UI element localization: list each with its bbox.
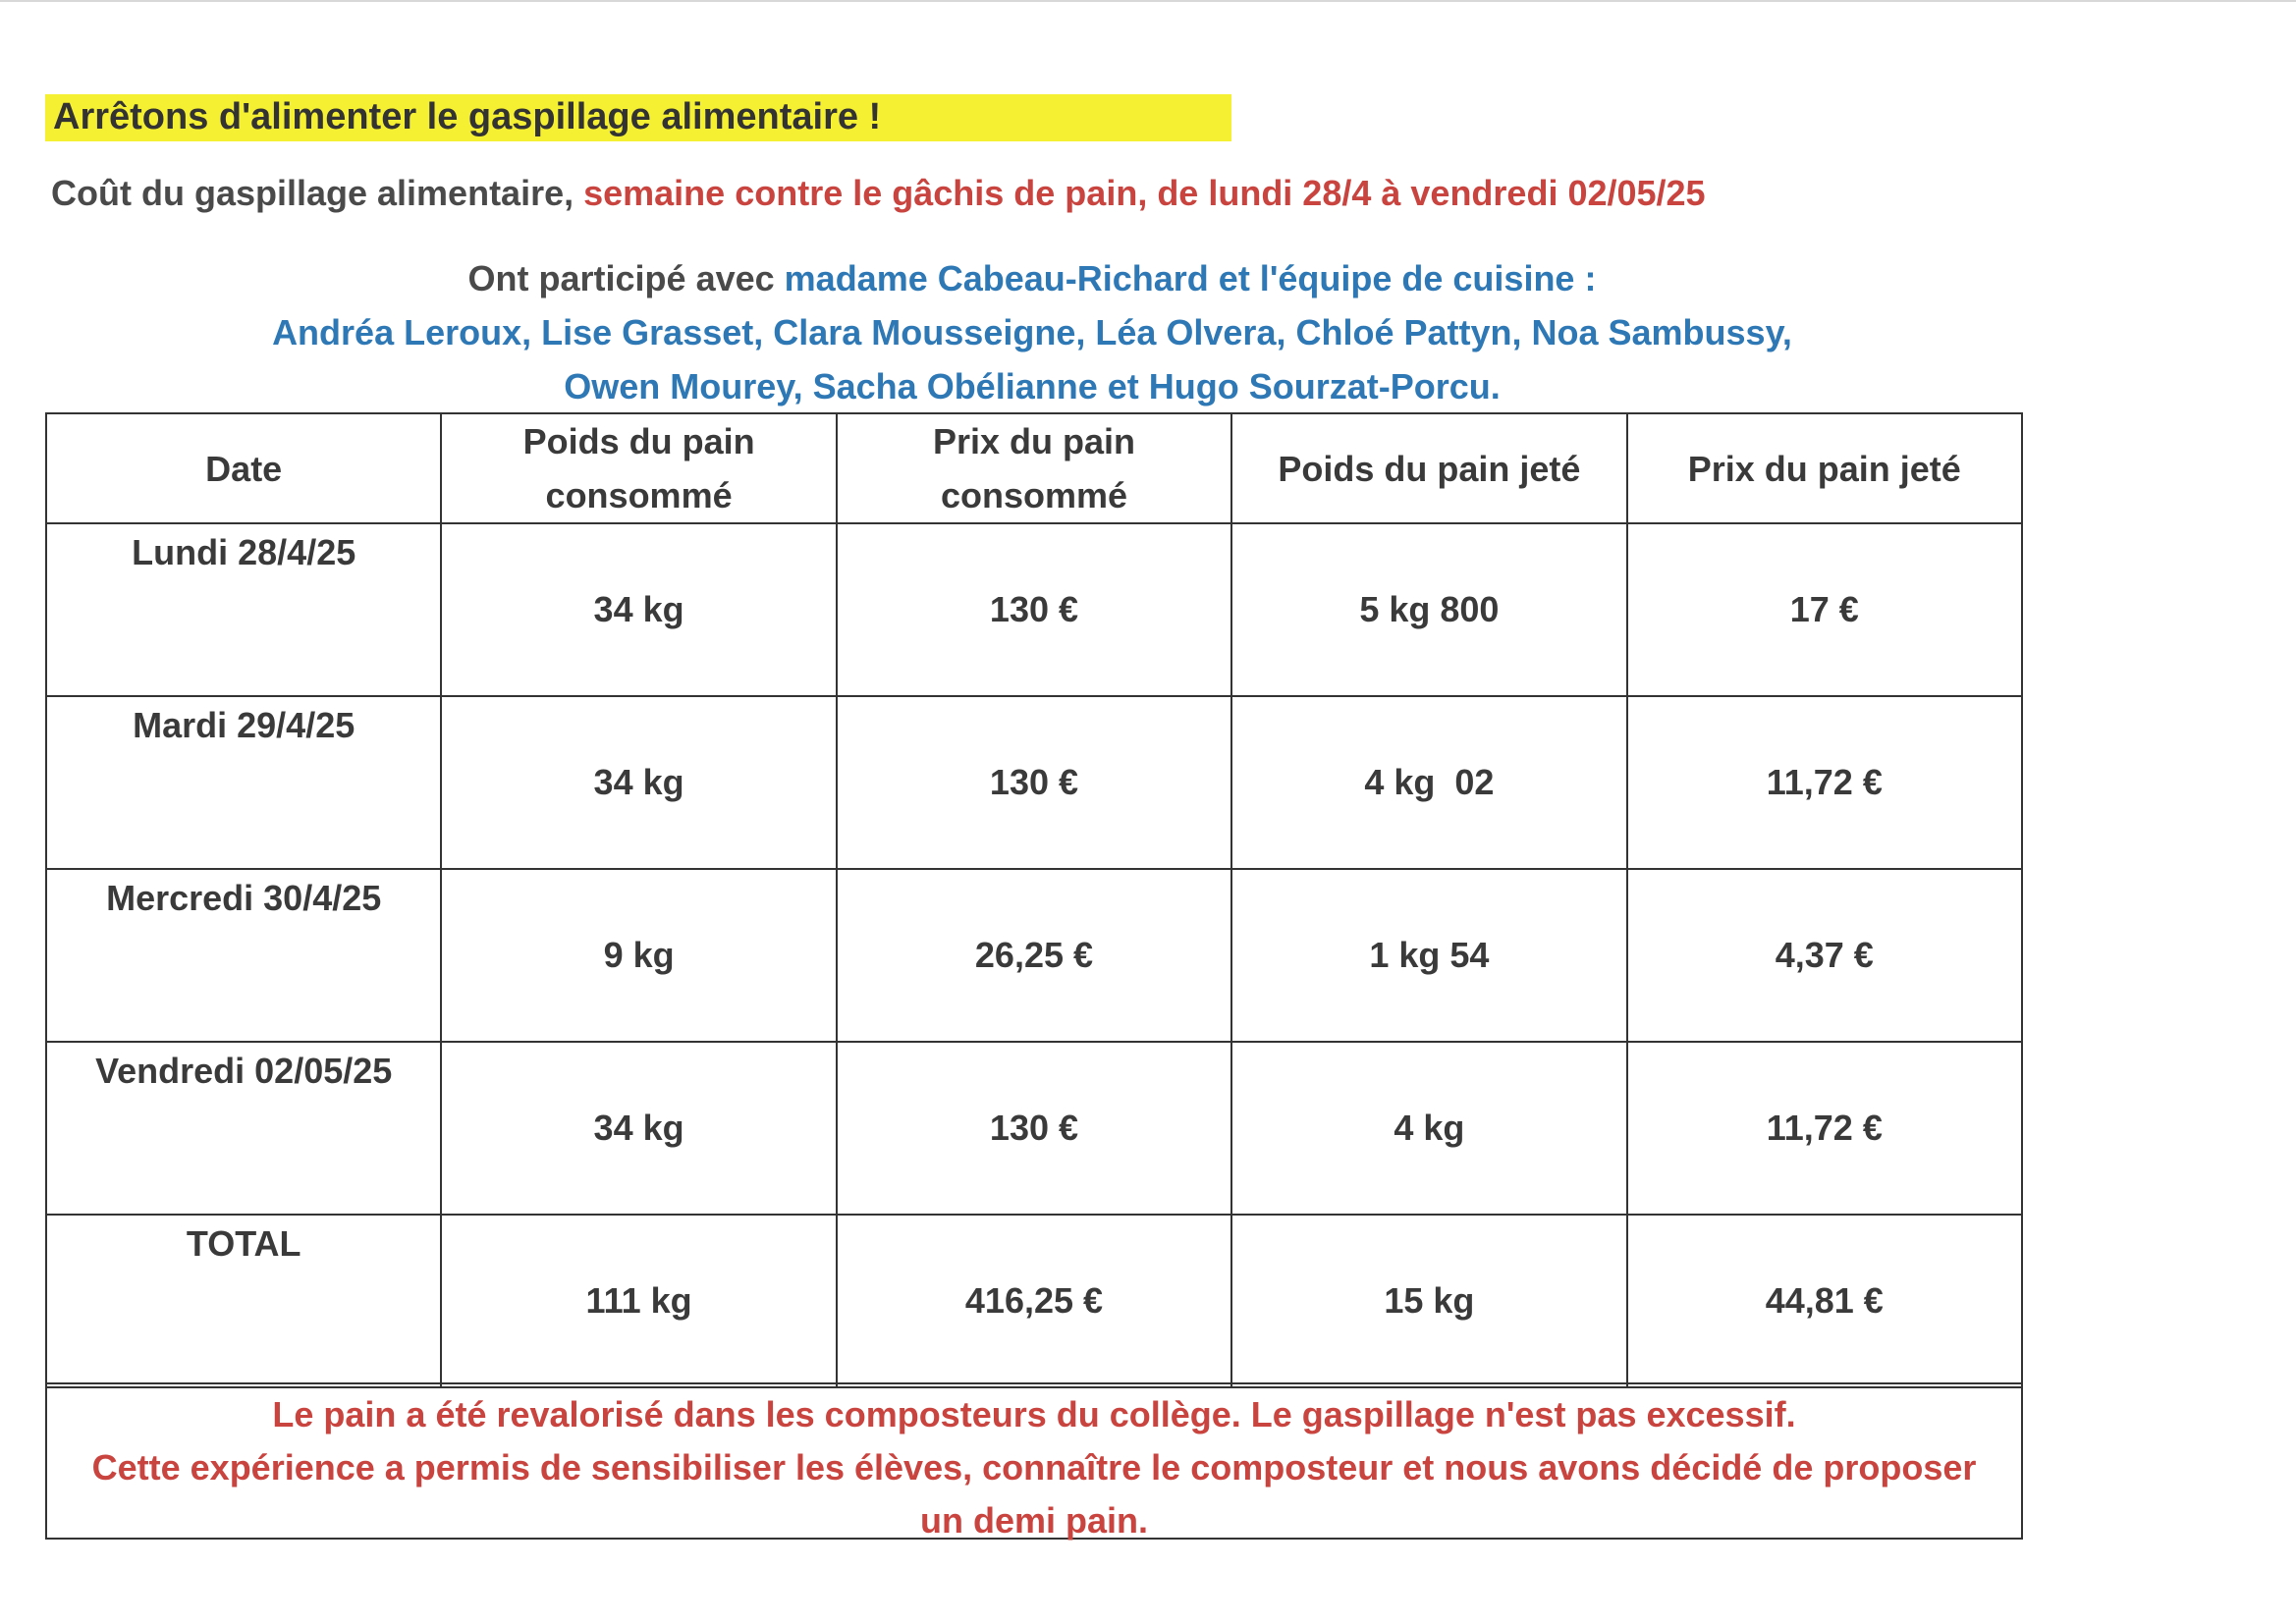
header-date: Date — [46, 413, 441, 523]
header-weight-discarded: Poids du pain jeté — [1231, 413, 1626, 523]
table-row — [46, 696, 2022, 869]
cell-price-discarded: 17 € — [1627, 523, 2022, 696]
note-line-1: Le pain a été revalorisé dans les composteurs du collège. Le gaspillage n'est pas excessif. — [272, 1394, 1796, 1434]
subtitle-plain: Coût du gaspillage alimentaire, — [51, 173, 584, 213]
cell-total-label: TOTAL — [46, 1215, 441, 1387]
header-price-consumed: Prix du pain consommé — [837, 413, 1231, 523]
table-row — [46, 1042, 2022, 1215]
cell-weight-consumed: 34 kg — [441, 696, 836, 869]
cell-price-consumed: 130 € — [837, 696, 1231, 869]
cell-price-consumed: 130 € — [837, 1042, 1231, 1215]
cell-price-discarded: 11,72 € — [1627, 1042, 2022, 1215]
cell-weight-discarded: 4 kg 02 — [1231, 696, 1626, 869]
table-header-row — [46, 413, 2022, 523]
cell-total-weight-discarded: 15 kg — [1231, 1215, 1626, 1387]
cell-price-discarded: 4,37 € — [1627, 869, 2022, 1042]
document-title: Arrêtons d'alimenter le gaspillage alimentaire ! — [45, 94, 1231, 141]
cell-date: Mardi 29/4/25 — [46, 696, 441, 869]
cell-weight-consumed: 34 kg — [441, 523, 836, 696]
cell-weight-consumed: 34 kg — [441, 1042, 836, 1215]
subtitle — [51, 173, 1706, 214]
cell-price-discarded: 11,72 € — [1627, 696, 2022, 869]
cell-weight-discarded: 4 kg — [1231, 1042, 1626, 1215]
note-line-3: un demi pain. — [919, 1500, 1148, 1541]
participants-line-2: Andréa Leroux, Lise Grasset, Clara Mousseigne, Léa Olvera, Chloé Pattyn, Noa Sambussy, — [272, 312, 1792, 352]
note-line-2: Cette expérience a permis de sensibiliser les élèves, connaître le composteur et nous avons décidé de proposer — [91, 1447, 1977, 1488]
top-border-line — [0, 0, 2296, 2]
cell-total-price-consumed: 416,25 € — [837, 1215, 1231, 1387]
header-price-discarded: Prix du pain jeté — [1627, 413, 2022, 523]
cell-weight-discarded: 5 kg 800 — [1231, 523, 1626, 696]
bread-waste-table — [45, 412, 2023, 1388]
cell-total-price-discarded: 44,81 € — [1627, 1215, 2022, 1387]
cell-weight-consumed: 9 kg — [441, 869, 836, 1042]
cell-price-consumed: 26,25 € — [837, 869, 1231, 1042]
subtitle-highlight: semaine contre le gâchis de pain, de lundi 28/4 à vendredi 02/05/25 — [583, 173, 1706, 213]
table-total-row — [46, 1215, 2022, 1387]
cell-date: Mercredi 30/4/25 — [46, 869, 441, 1042]
cell-weight-discarded: 1 kg 54 — [1231, 869, 1626, 1042]
participants-line-3: Owen Mourey, Sacha Obélianne et Hugo Sourzat-Porcu. — [564, 366, 1501, 406]
header-weight-consumed: Poids du pain consommé — [441, 413, 836, 523]
cell-price-consumed: 130 € — [837, 523, 1231, 696]
participants-block — [45, 251, 2019, 413]
participants-line-1 — [45, 251, 2019, 305]
cell-date: Lundi 28/4/25 — [46, 523, 441, 696]
participants-lead: Ont participé avec — [467, 258, 785, 298]
cell-date: Vendredi 02/05/25 — [46, 1042, 441, 1215]
participants-highlight: madame Cabeau-Richard et l'équipe de cuisine : — [784, 258, 1597, 298]
cell-total-weight-consumed: 111 kg — [441, 1215, 836, 1387]
table-row — [46, 523, 2022, 696]
table-row — [46, 869, 2022, 1042]
conclusion-note — [45, 1382, 2023, 1540]
